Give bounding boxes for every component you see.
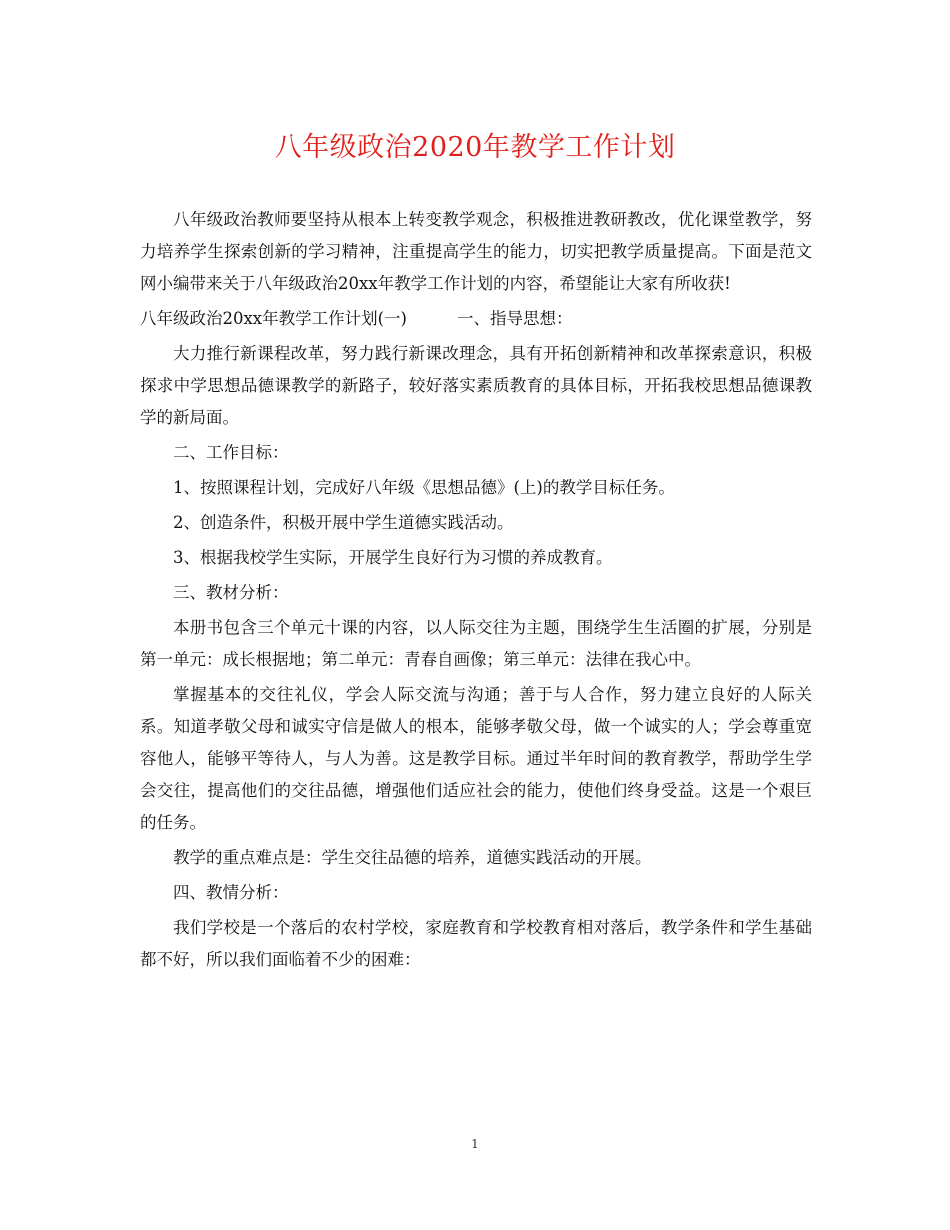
heading-teaching-situation: 四、教情分析： [173, 883, 289, 902]
teaching-situation-paragraph: 我们学校是一个落后的农村学校，家庭教育和学校教育相对落后，教学条件和学生基础都不好，所以我们面临着不少的困难： [140, 918, 812, 969]
heading-guiding-ideology: 一、指导思想： [456, 309, 573, 328]
intro-paragraph: 八年级政治教师要坚持从根本上转变教学观念，积极推进教研教改，优化课堂教学，努力培养学生探索创新的学习精神，注重提高学生的能力，切实把教学质量提高。下面是范文网小编带来关于八年级政治20xx年教学工作计划的内容，希望能让大家有所收获! [140, 210, 812, 293]
section-heading-line [140, 303, 812, 335]
document-body [140, 204, 812, 979]
guiding-ideology-paragraph: 大力推行新课程改革，努力践行新课改理念，具有开拓创新精神和改革探索意识，积极探求中学思想品德课教学的新路子，较好落实素质教育的具体目标，开拓我校思想品德课教学的新局面。 [140, 344, 812, 427]
document-title: 八年级政治2020年教学工作计划 [274, 132, 676, 163]
goal-item-2: 2、创造条件，积极开展中学生道德实践活动。 [173, 513, 514, 532]
page-number: 1 [471, 1137, 479, 1151]
key-difficulty-paragraph: 教学的重点难点是：学生交往品德的培养，道德实践活动的开展。 [173, 848, 652, 867]
heading-work-goals: 二、工作目标： [173, 443, 289, 462]
goal-item-1: 1、按照课程计划，完成好八年级《思想品德》(上)的教学目标任务。 [173, 478, 675, 497]
goal-item-3: 3、根据我校学生实际，开展学生良好行为习惯的养成教育。 [173, 548, 613, 567]
textbook-content-paragraph: 本册书包含三个单元十课的内容，以人际交往为主题，围绕学生生活圈的扩展，分别是第一单元：成长根据地；第二单元：青春自画像；第三单元：法律在我心中。 [140, 618, 812, 669]
plan-subtitle: 八年级政治20xx年教学工作计划(一) [140, 309, 407, 328]
heading-textbook-analysis: 三、教材分析： [173, 583, 289, 602]
teaching-goal-paragraph: 掌握基本的交往礼仪，学会人际交流与沟通；善于与人合作，努力建立良好的人际关系。知道孝敬父母和诚实守信是做人的根本，能够孝敬父母，做一个诚实的人；学会尊重宽容他人，能够平等待人，与人为善。这是教学目标。通过半年时间的教育教学，帮助学生学会交往，提高他们的交往品德，增强他们适应社会的能力，使他们终身受益。这是一个艰巨的任务。 [140, 685, 812, 832]
